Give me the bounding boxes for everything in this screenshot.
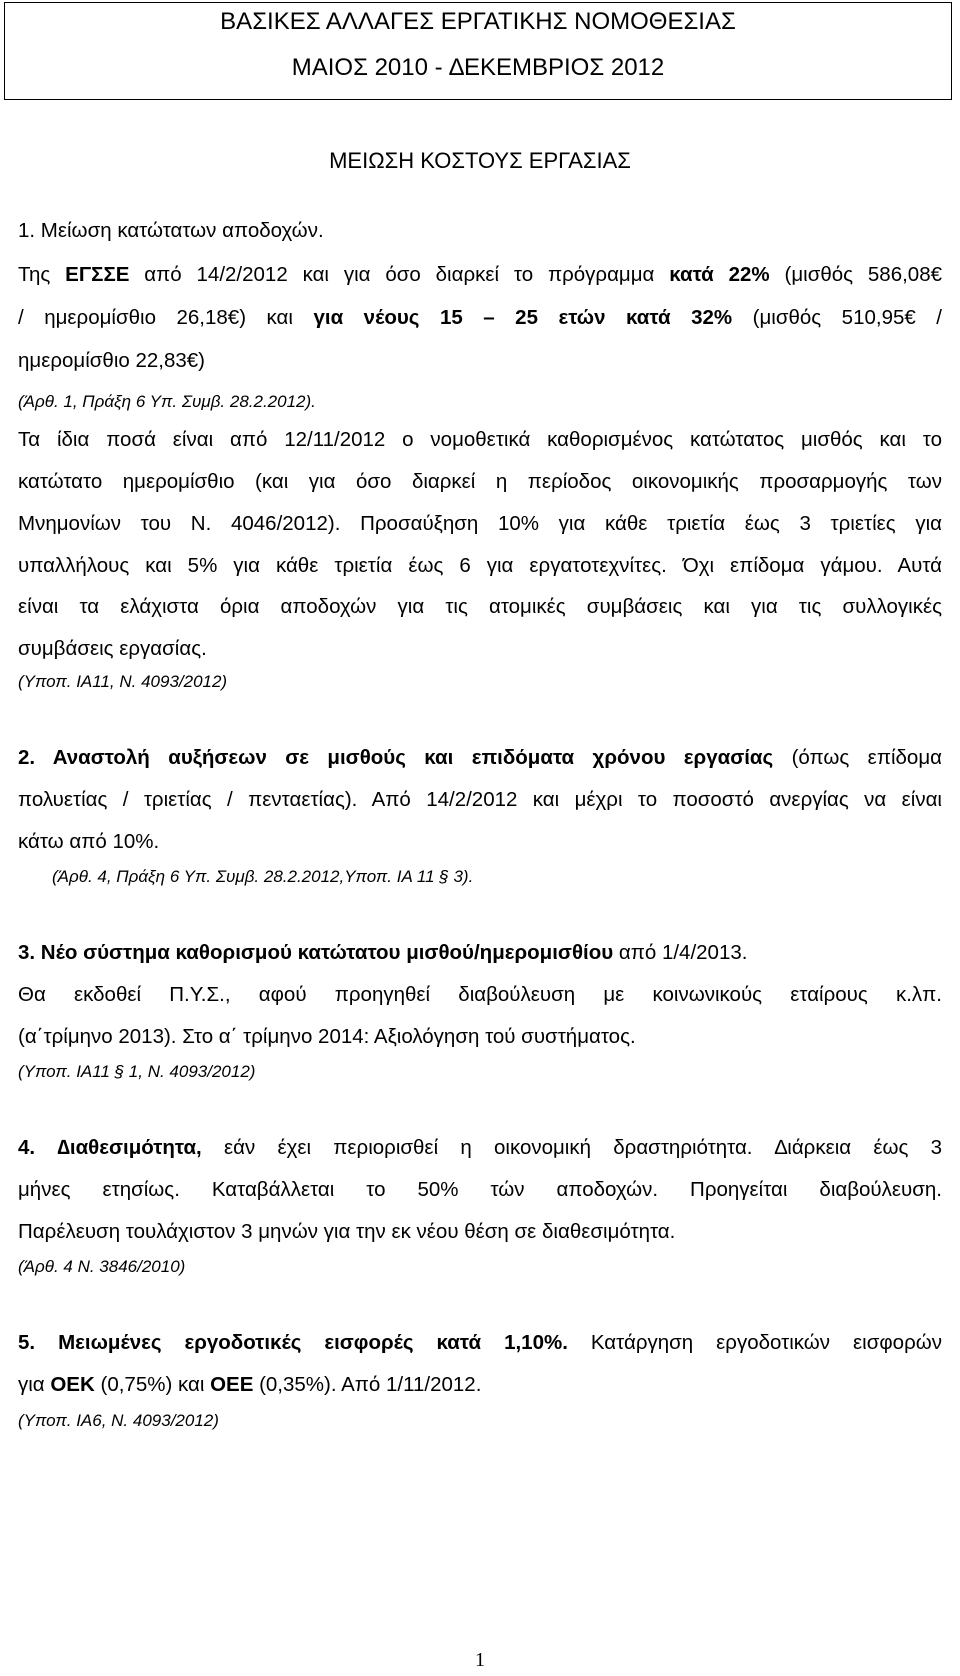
document-title-line2: ΜΑΙΟΣ 2010 - ∆ΕΚΕΜΒΡΙΟΣ 2012 bbox=[291, 54, 665, 81]
item1-heading: 1. Μείωση κατώτατων αποδοχών. bbox=[18, 219, 324, 242]
page-number: 1 bbox=[475, 1649, 485, 1671]
item2-line2: πολυετίας / τριετίας / πενταετίας). Από 14/2/2012 και μέχρι το ποσοστό ανεργίας να είναι bbox=[18, 788, 942, 811]
item1-paragraph-line2: κατώτατο ημερομίσθιο (και για όσο διαρκεί η περίοδος οικονομικής προσαρμογής των bbox=[18, 470, 942, 493]
item3-line3: (α΄τρίμηνο 2013). Στο α΄ τρίμηνο 2014: Αξιολόγηση τού συστήματος. bbox=[18, 1025, 636, 1048]
item4-line3: Παρέλευση τουλάχιστον 3 μηνών για την εκ νέου θέση σε διαθεσιμότητα. bbox=[18, 1220, 676, 1243]
item3-line2: Θα εκδοθεί Π.Υ.Σ., αφού προηγηθεί διαβούλευση με κοινωνικούς εταίρους κ.λπ. bbox=[18, 983, 942, 1006]
item3-line1: 3. Νέο σύστημα καθορισμού κατώτατου μισθού/ημερομισθίου από 1/4/2013. bbox=[18, 941, 748, 964]
item4-line2: μήνες ετησίως. Καταβάλλεται το 50% τών αποδοχών. Προηγείται διαβούλευση. bbox=[18, 1178, 942, 1201]
item2-line1: 2. Αναστολή αυξήσεων σε μισθούς και επιδόματα χρόνου εργασίας (όπως επίδομα bbox=[18, 746, 942, 769]
item4-reference: (Άρθ. 4 Ν. 3846/2010) bbox=[18, 1257, 186, 1276]
item1-line1: Της ΕΓΣΣΕ από 14/2/2012 και για όσο διαρκεί το πρόγραμμα κατά 22% (μισθός 586,08€ bbox=[18, 263, 942, 286]
item4-line1: 4. ∆ιαθεσιμότητα, εάν έχει περιορισθεί η οικονομική δραστηριότητα. ∆ιάρκεια έως 3 bbox=[18, 1136, 943, 1159]
item1-paragraph-line1: Τα ίδια ποσά είναι από 12/11/2012 ο νομοθετικά καθορισμένος κατώτατος μισθός και το bbox=[18, 428, 942, 451]
section-title: ΜΕΙΩΣΗ ΚΟΣΤΟΥΣ ΕΡΓΑΣΙΑΣ bbox=[329, 148, 631, 173]
item1-line2: / ημερομίσθιο 26,18€) και για νέους 15 – 25 ετών κατά 32% (μισθός 510,95€ / bbox=[18, 306, 942, 329]
item1-paragraph-line4: υπαλλήλους και 5% για κάθε τριετία έως 6 για εργατοτεχνίτες. Όχι επίδομα γάμου. Αυτά bbox=[18, 554, 942, 577]
item1-paragraph-line3: Μνημονίων του Ν. 4046/2012). Προσαύξηση 10% για κάθε τριετία έως 3 τριετίες για bbox=[18, 512, 942, 535]
item5-line1: 5. Μειωμένες εργοδοτικές εισφορές κατά 1,10%. Κατάργηση εργοδοτικών εισφορών bbox=[18, 1331, 942, 1354]
item1-paragraph-line6: συμβάσεις εργασίας. bbox=[18, 637, 207, 660]
item2-line3: κάτω από 10%. bbox=[18, 830, 160, 853]
item1-paragraph-line5: είναι τα ελάχιστα όρια αποδοχών για τις ατομικές συμβάσεις και για τις συλλογικές bbox=[18, 595, 942, 618]
item2-reference: (Άρθ. 4, Πράξη 6 Υπ. Συμβ. 28.2.2012,Υποπ. ΙΑ 11 § 3). bbox=[52, 867, 474, 886]
item5-reference: (Υποπ. ΙΑ6, Ν. 4093/2012) bbox=[18, 1411, 219, 1430]
document-title-line1: ΒΑΣΙΚΕΣ ΑΛΛΑΓΕΣ ΕΡΓΑΤΙΚΗΣ ΝΟΜΟΘΕΣΙΑΣ bbox=[220, 8, 736, 35]
title-box bbox=[4, 2, 952, 100]
item5-line2: για ΟΕΚ (0,75%) και ΟΕΕ (0,35%). Από 1/11/2012. bbox=[18, 1373, 482, 1396]
item1-reference: (Άρθ. 1, Πράξη 6 Υπ. Συμβ. 28.2.2012). bbox=[18, 392, 316, 411]
item3-reference: (Υποπ. ΙΑ11 § 1, Ν. 4093/2012) bbox=[18, 1062, 256, 1081]
item1-line3: ημερομίσθιο 22,83€) bbox=[18, 349, 206, 372]
item1-reference2: (Υποπ. ΙΑ11, Ν. 4093/2012) bbox=[18, 672, 228, 691]
